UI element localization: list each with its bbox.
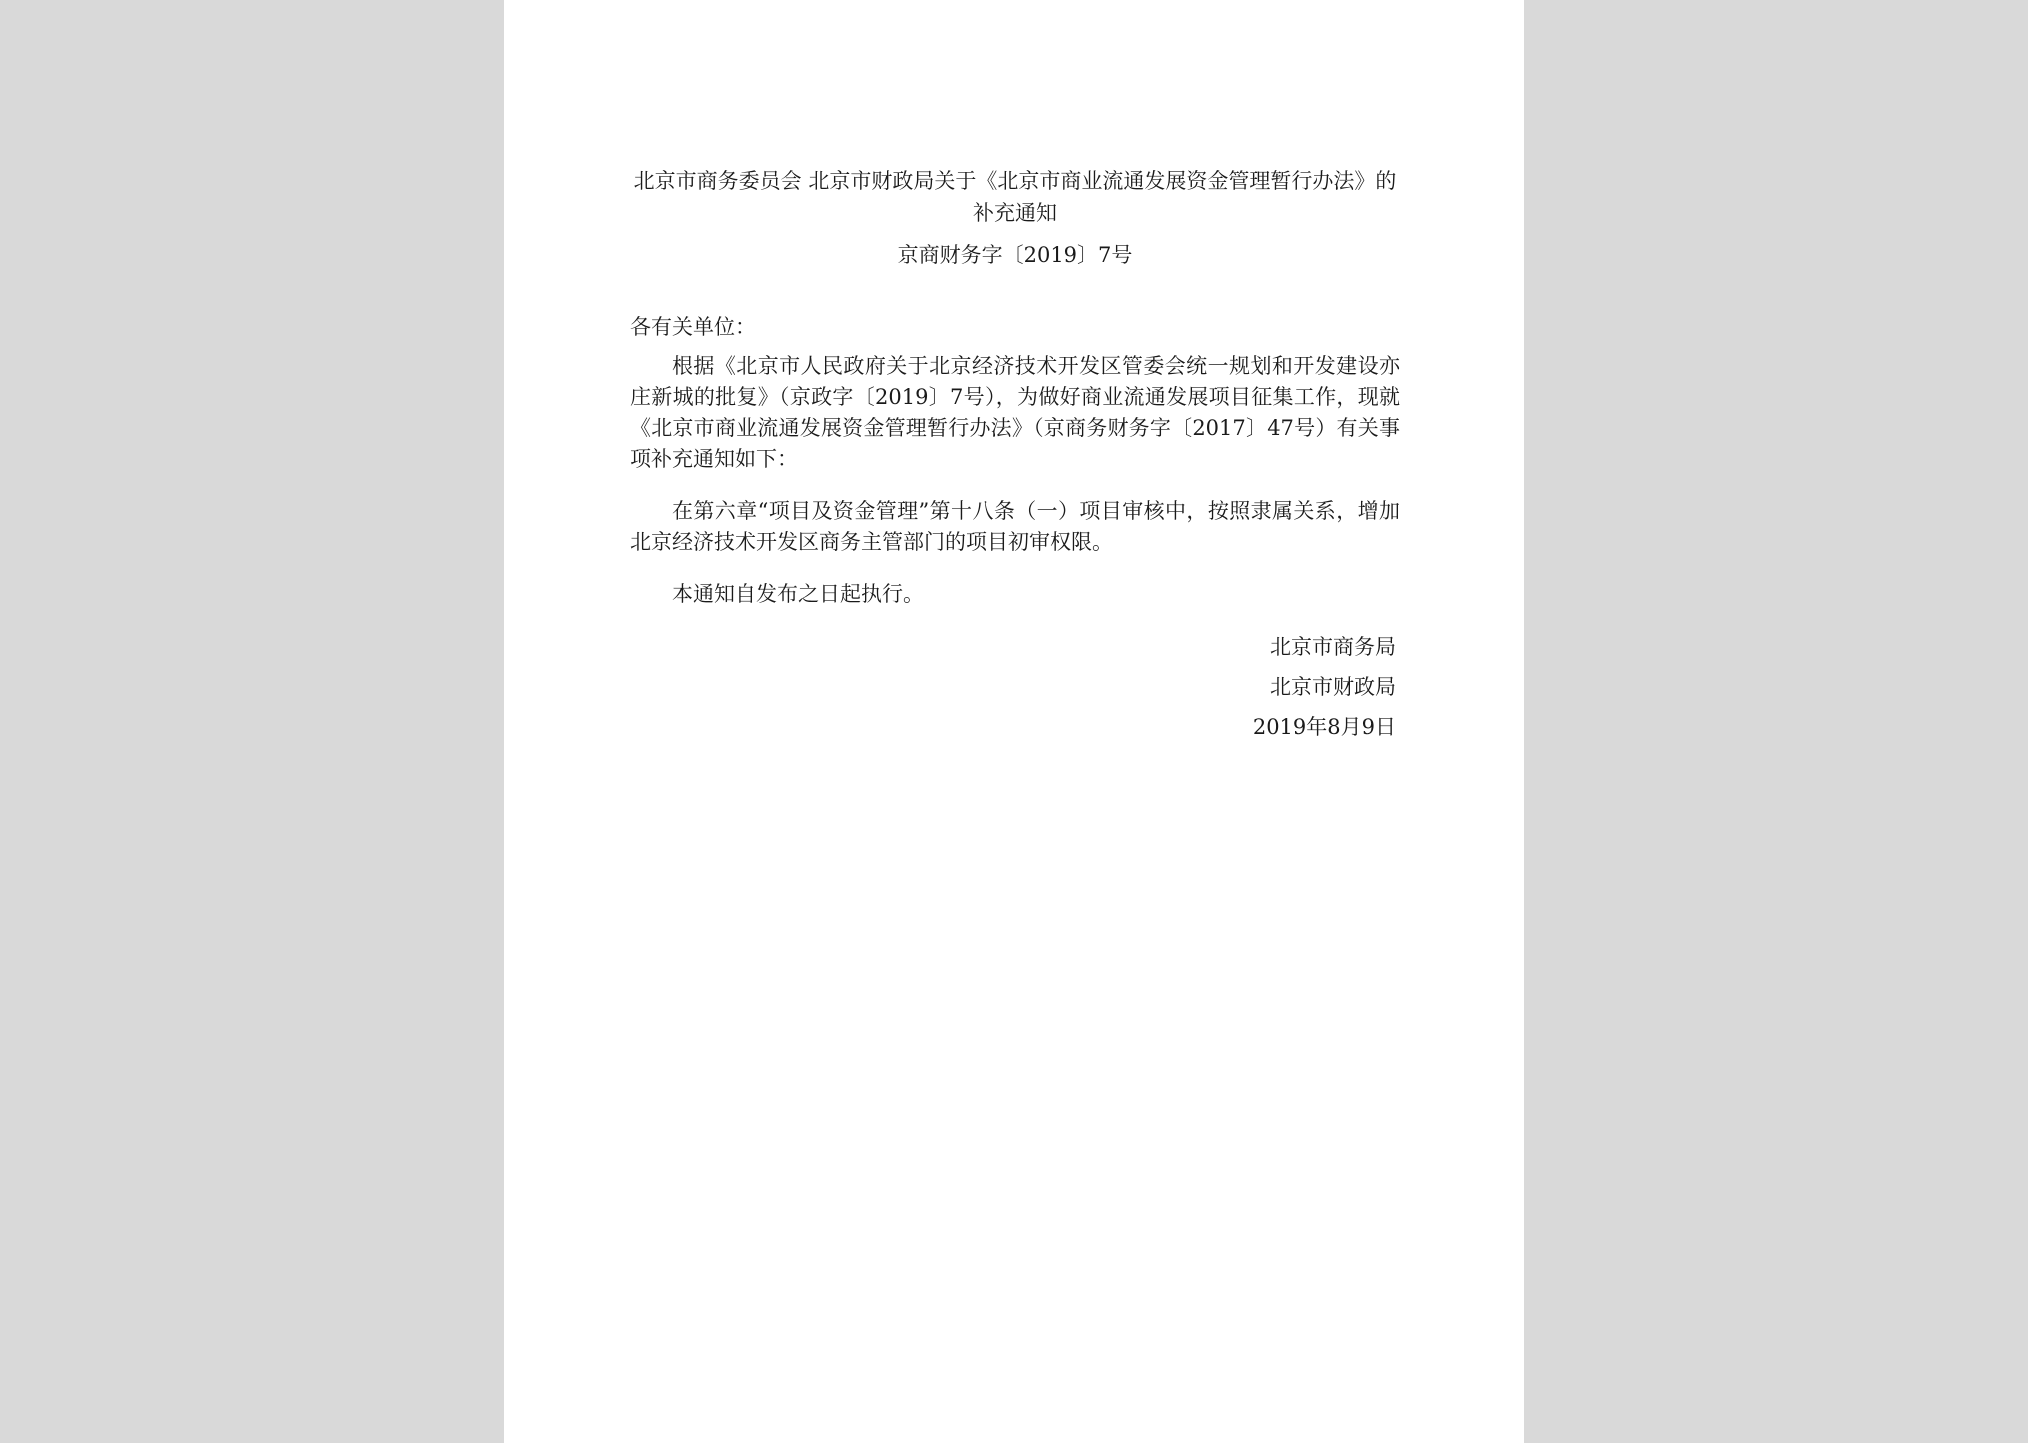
- document-body: [630, 165, 1400, 743]
- signature-commerce-bureau: 北京市商务局: [1270, 635, 1396, 659]
- paragraph-basis: 根据《北京市人民政府关于北京经济技术开发区管委会统一规划和开发建设亦庄新城的批复》（京政字〔2019〕7号），为做好商业流通发展项目征集工作，现就《北京市商业流通发展资金管理暂行办法》（京商务财务字〔2017〕47号）有关事项补充通知如下：: [630, 354, 1400, 471]
- signature-finance-bureau: 北京市财政局: [1270, 675, 1396, 699]
- document-number: 京商财务字〔2019〕7号: [897, 243, 1133, 267]
- document-date: 2019年8月9日: [1252, 715, 1396, 739]
- salutation: 各有关单位：: [630, 315, 756, 339]
- paragraph-effective: 本通知自发布之日起执行。: [672, 582, 924, 606]
- document-title: 北京市商务委员会 北京市财政局关于《北京市商业流通发展资金管理暂行办法》的补充通知: [633, 169, 1397, 225]
- paragraph-amendment: 在第六章“项目及资金管理”第十八条（一）项目审核中，按照隶属关系，增加北京经济技术开发区商务主管部门的项目初审权限。: [630, 499, 1400, 554]
- document-page: [504, 0, 1524, 1443]
